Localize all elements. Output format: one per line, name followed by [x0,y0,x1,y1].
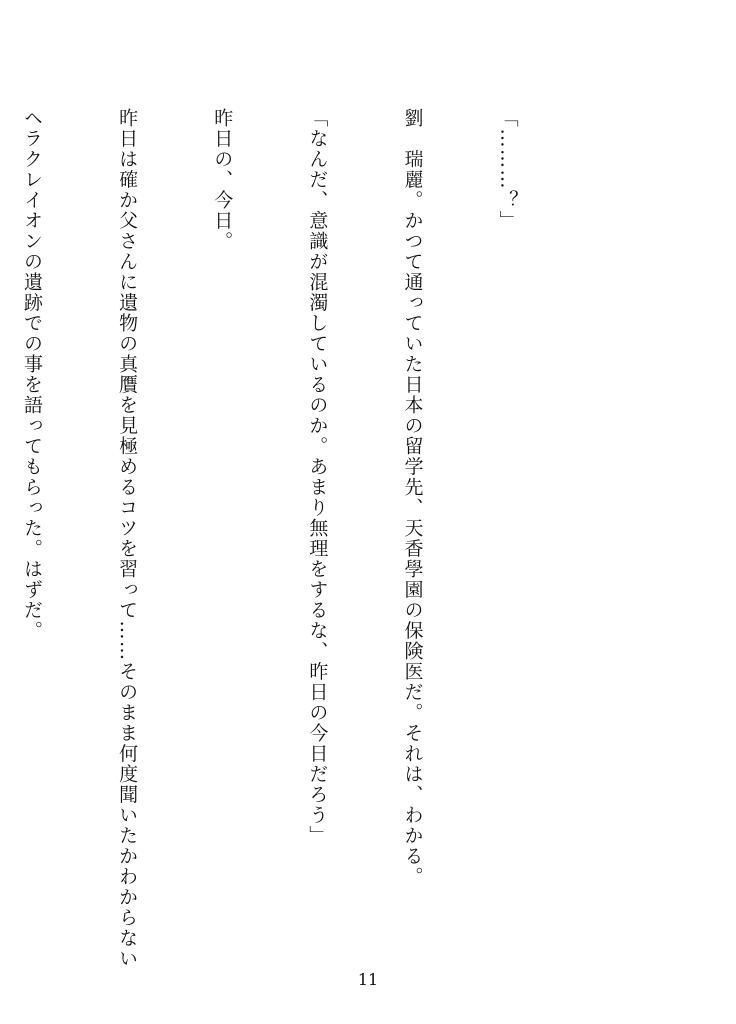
text-line: 昨日の、今日。 [211,108,234,252]
body-text [0,108,586,969]
text-line: 劉 瑞麗。かつて通っていた日本の留学先、天香學園の保険医だ。それは、わかる。 [401,108,424,887]
text-line: 昨日は確か父さんに遺物の真贋を見極めるコツを習って……そのまま何度聞いたかわからない [116,108,139,969]
text-line: 「………？」 [496,108,519,231]
text-line: ヘラクレイオンの遺跡での事を語ってもらった。はずだ。 [21,108,44,641]
page-number: 11 [357,970,379,989]
text-line: 「なんだ、意識が混濁しているのか。あまり無理をするな、昨日の今日だろう」 [306,108,329,846]
